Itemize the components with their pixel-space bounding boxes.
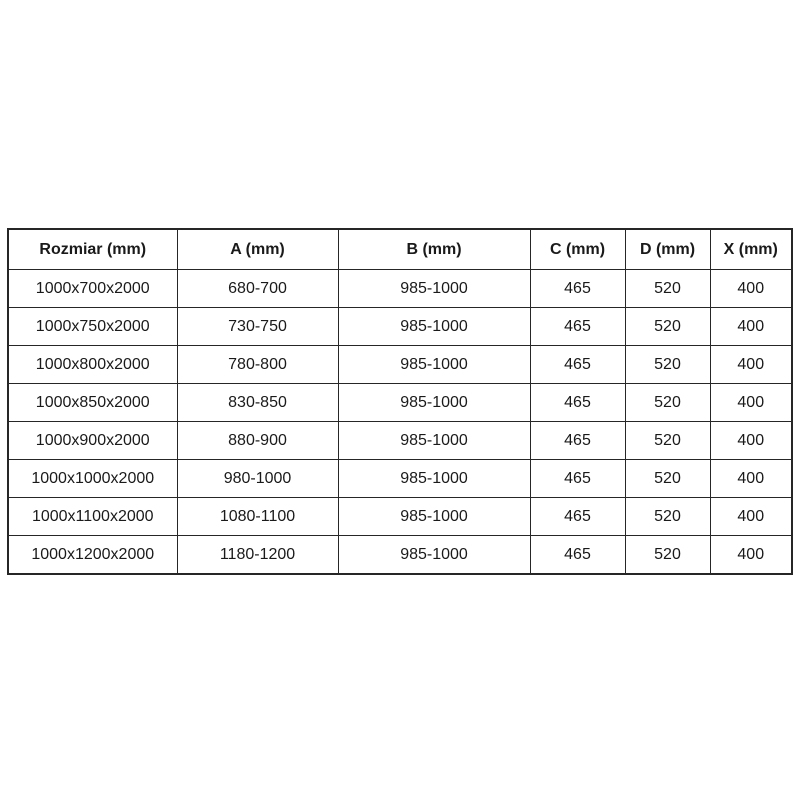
table-cell: 465 xyxy=(530,536,625,575)
table-cell: 520 xyxy=(625,270,710,308)
table-row xyxy=(8,460,792,498)
size-spec-table xyxy=(7,228,793,575)
table-cell: 1000x850x2000 xyxy=(8,384,177,422)
table-cell: 1000x1200x2000 xyxy=(8,536,177,575)
table-cell: 465 xyxy=(530,498,625,536)
table-cell: 520 xyxy=(625,536,710,575)
table-cell: 1000x700x2000 xyxy=(8,270,177,308)
table-cell: 1000x1100x2000 xyxy=(8,498,177,536)
table-cell: 465 xyxy=(530,384,625,422)
table-cell: 465 xyxy=(530,308,625,346)
table-cell: 830-850 xyxy=(177,384,338,422)
table-row xyxy=(8,536,792,575)
table-cell: 985-1000 xyxy=(338,270,530,308)
table-cell: 880-900 xyxy=(177,422,338,460)
table-cell: 1080-1100 xyxy=(177,498,338,536)
table-cell: 985-1000 xyxy=(338,346,530,384)
table-cell: 985-1000 xyxy=(338,498,530,536)
table-row xyxy=(8,346,792,384)
table-cell: 400 xyxy=(710,384,792,422)
table-cell: 465 xyxy=(530,422,625,460)
table-cell: 400 xyxy=(710,346,792,384)
header-row xyxy=(8,229,792,270)
table-cell: 520 xyxy=(625,498,710,536)
table-cell: 680-700 xyxy=(177,270,338,308)
table-cell: 520 xyxy=(625,384,710,422)
table-cell: 400 xyxy=(710,536,792,575)
table-cell: 730-750 xyxy=(177,308,338,346)
table-cell: 985-1000 xyxy=(338,422,530,460)
column-header: A (mm) xyxy=(177,229,338,270)
table-row xyxy=(8,498,792,536)
table-cell: 520 xyxy=(625,308,710,346)
table-cell: 400 xyxy=(710,308,792,346)
table-cell: 400 xyxy=(710,422,792,460)
table-row xyxy=(8,308,792,346)
table-cell: 465 xyxy=(530,460,625,498)
table-cell: 1000x800x2000 xyxy=(8,346,177,384)
table-cell: 985-1000 xyxy=(338,536,530,575)
table-cell: 980-1000 xyxy=(177,460,338,498)
table-cell: 465 xyxy=(530,270,625,308)
table-cell: 465 xyxy=(530,346,625,384)
table-cell: 520 xyxy=(625,346,710,384)
table-row xyxy=(8,384,792,422)
table-cell: 985-1000 xyxy=(338,460,530,498)
table-cell: 985-1000 xyxy=(338,308,530,346)
table-cell: 520 xyxy=(625,460,710,498)
table-body xyxy=(8,270,792,575)
table-cell: 1000x750x2000 xyxy=(8,308,177,346)
table-cell: 1000x900x2000 xyxy=(8,422,177,460)
table-cell: 1000x1000x2000 xyxy=(8,460,177,498)
table-cell: 1180-1200 xyxy=(177,536,338,575)
column-header: Rozmiar (mm) xyxy=(8,229,177,270)
table-cell: 400 xyxy=(710,498,792,536)
column-header: X (mm) xyxy=(710,229,792,270)
table-cell: 520 xyxy=(625,422,710,460)
column-header: C (mm) xyxy=(530,229,625,270)
table-cell: 780-800 xyxy=(177,346,338,384)
table-row xyxy=(8,422,792,460)
column-header: B (mm) xyxy=(338,229,530,270)
table-cell: 400 xyxy=(710,460,792,498)
table-row xyxy=(8,270,792,308)
column-header: D (mm) xyxy=(625,229,710,270)
table-cell: 400 xyxy=(710,270,792,308)
table-cell: 985-1000 xyxy=(338,384,530,422)
